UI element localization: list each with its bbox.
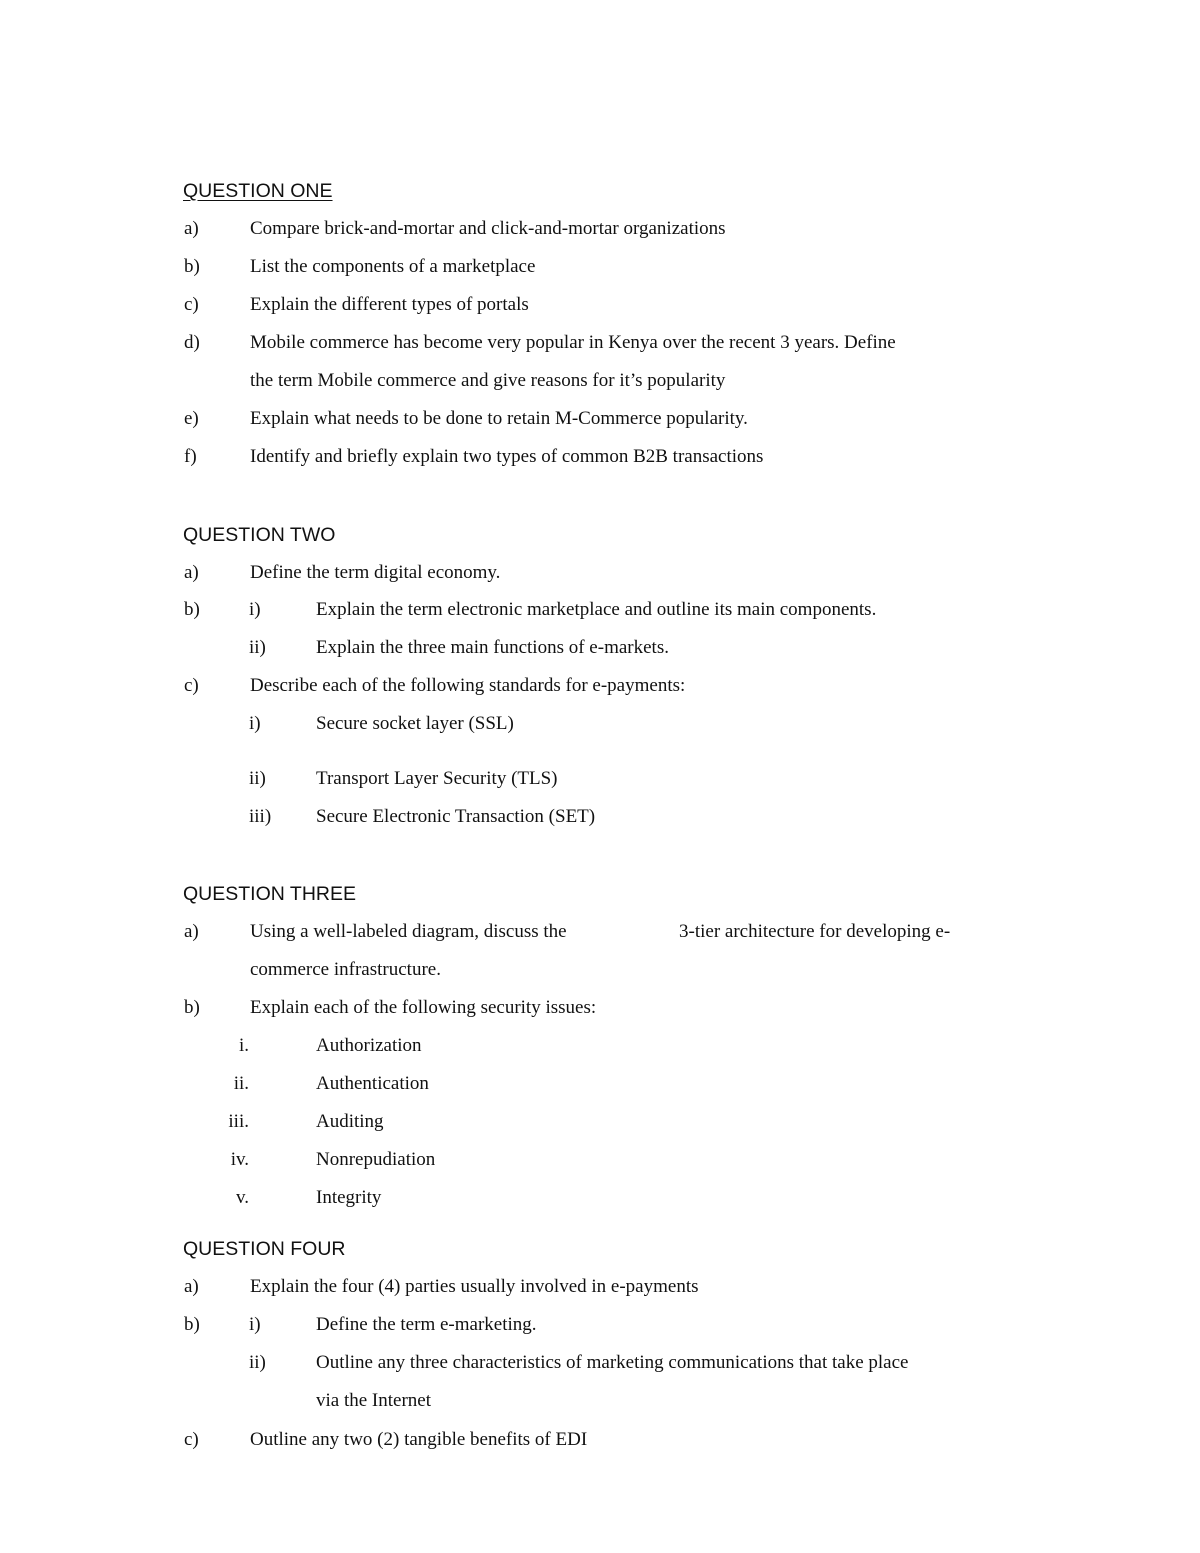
sub-item-label: iii) xyxy=(249,806,272,827)
item-text-continuation: commerce infrastructure. xyxy=(250,959,441,980)
sub-item-text: Secure Electronic Transaction (SET) xyxy=(316,806,596,827)
sub-item-text: Authentication xyxy=(316,1073,429,1094)
item-label: b) xyxy=(184,1314,200,1335)
sub-item-label: ii) xyxy=(249,1352,266,1373)
sub-item-text: Auditing xyxy=(316,1111,384,1132)
item-label: c) xyxy=(184,1429,199,1450)
item-label: a) xyxy=(184,921,199,942)
sub-item-label: i. xyxy=(238,1035,249,1056)
sub-item-label: i) xyxy=(249,713,261,734)
sub-item-text: Explain the term electronic marketplace and outline its main components. xyxy=(316,599,877,620)
item-text: Outline any two (2) tangible benefits of EDI xyxy=(250,1429,588,1450)
item-text: Compare brick-and-mortar and click-and-mortar organizations xyxy=(250,218,726,239)
item-text: Explain the different types of portals xyxy=(250,294,529,315)
sub-item-label: ii) xyxy=(249,768,266,789)
sub-item-text-continuation: via the Internet xyxy=(316,1390,432,1411)
item-text: Explain what needs to be done to retain M-Commerce popularity. xyxy=(250,408,748,429)
question-one-heading: QUESTION ONE xyxy=(183,180,333,202)
sub-item-text: Define the term e-marketing. xyxy=(316,1314,537,1335)
item-label: c) xyxy=(184,675,199,696)
item-text: Explain the four (4) parties usually involved in e-payments xyxy=(250,1276,699,1297)
sub-item-label: v. xyxy=(235,1187,249,1208)
item-label: b) xyxy=(184,997,200,1018)
item-label: a) xyxy=(184,218,199,239)
sub-item-label: iii. xyxy=(228,1111,249,1132)
item-text: Describe each of the following standards for e-payments: xyxy=(250,675,686,696)
item-text: Identify and briefly explain two types of common B2B transactions xyxy=(250,446,764,467)
question-two-heading: QUESTION TWO xyxy=(183,524,336,546)
item-label: d) xyxy=(184,332,200,353)
sub-item-text: Secure socket layer (SSL) xyxy=(316,713,514,734)
sub-item-text: Transport Layer Security (TLS) xyxy=(316,768,558,789)
item-label: b) xyxy=(184,599,200,620)
sub-item-label: ii) xyxy=(249,637,266,658)
sub-item-text: Explain the three main functions of e-markets. xyxy=(316,637,669,658)
sub-item-label: i) xyxy=(249,1314,261,1335)
sub-item-label: ii. xyxy=(233,1073,249,1094)
sub-item-text: Outline any three characteristics of marketing communications that take place xyxy=(316,1352,909,1373)
item-text: List the components of a marketplace xyxy=(250,256,536,277)
item-text: Mobile commerce has become very popular in Kenya over the recent 3 years. Define xyxy=(250,332,896,353)
item-label: b) xyxy=(184,256,200,277)
sub-item-text: Integrity xyxy=(316,1187,382,1208)
item-label: a) xyxy=(184,1276,199,1297)
sub-item-label: i) xyxy=(249,599,261,620)
sub-item-text: Authorization xyxy=(316,1035,422,1056)
item-text-continuation: the term Mobile commerce and give reasons for it’s popularity xyxy=(250,370,726,391)
item-label: a) xyxy=(184,562,199,583)
question-four-heading: QUESTION FOUR xyxy=(183,1238,346,1260)
item-text-left: Using a well-labeled diagram, discuss the xyxy=(250,921,567,942)
item-label: e) xyxy=(184,408,199,429)
sub-item-text: Nonrepudiation xyxy=(316,1149,436,1170)
question-three-heading: QUESTION THREE xyxy=(183,883,356,905)
item-text: Explain each of the following security issues: xyxy=(250,997,597,1018)
item-text: Define the term digital economy. xyxy=(250,562,501,583)
item-label: c) xyxy=(184,294,199,315)
item-text-right: 3-tier architecture for developing e- xyxy=(679,921,951,942)
item-label: f) xyxy=(184,446,197,467)
sub-item-label: iv. xyxy=(230,1149,249,1170)
